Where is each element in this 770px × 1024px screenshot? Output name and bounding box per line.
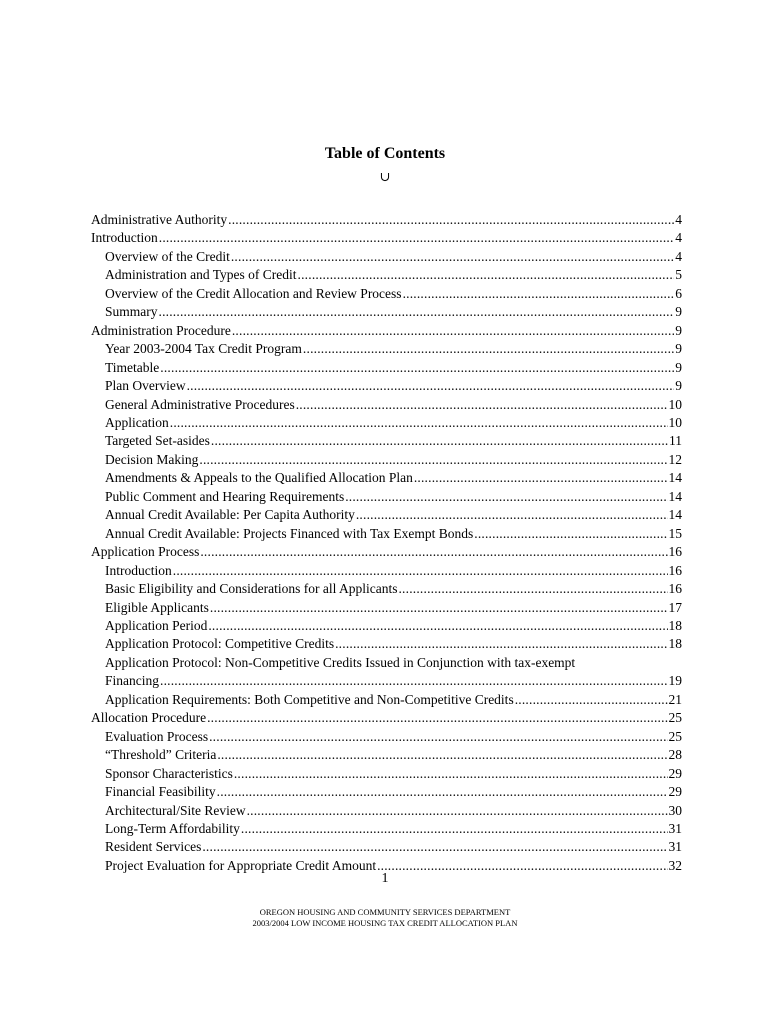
toc-entry-page: 16 [668, 562, 682, 578]
toc-subsection-entry[interactable] [91, 285, 682, 303]
toc-entry-label: Amendments & Appeals to the Qualified Allocation Plan [105, 470, 413, 486]
toc-entry-page: 14 [668, 488, 682, 504]
toc-entry-label: Year 2003-2004 Tax Credit Program [105, 341, 302, 357]
toc-entry-label: Resident Services [105, 839, 202, 855]
toc-subsection-entry[interactable] [91, 303, 682, 321]
toc-dot-leader [414, 469, 668, 487]
toc-dot-leader [187, 377, 675, 395]
toc-entry-label: Project Evaluation for Appropriate Credit Amount [105, 857, 377, 873]
toc-dot-leader [160, 672, 668, 690]
toc-dot-leader [231, 248, 674, 266]
toc-entry-label: Application Process [91, 544, 200, 560]
toc-entry-label: Overview of the Credit [105, 248, 230, 264]
footer-line-2: 2003/2004 LOW INCOME HOUSING TAX CREDIT ALLOCATION PLAN [252, 918, 518, 928]
toc-subsection-entry[interactable] [91, 765, 682, 783]
toc-subsection-entry[interactable] [91, 746, 682, 764]
toc-entry-page: 16 [668, 581, 682, 597]
toc-dot-leader [200, 543, 667, 561]
toc-entry-label: Evaluation Process [105, 728, 209, 744]
toc-dot-leader [398, 580, 667, 598]
toc-subsection-entry[interactable] [91, 838, 682, 856]
toc-entry-page: 11 [669, 433, 682, 449]
toc-dot-leader [160, 359, 674, 377]
toc-entry-label: Financing [105, 673, 159, 689]
page-title: Table of Contents [324, 145, 446, 162]
toc-entry-label: Introduction [91, 230, 158, 246]
toc-entry-label: Application Protocol: Non-Competitive Credits Issued in Conjunction with tax-exempt [105, 654, 576, 670]
toc-entry-page: 30 [668, 802, 682, 818]
toc-entry-page: 16 [668, 544, 682, 560]
toc-dot-leader [356, 506, 668, 524]
toc-entry-label: Timetable [105, 359, 160, 375]
toc-subsection-entry[interactable] [91, 820, 682, 838]
toc-entry-page: 29 [668, 765, 682, 781]
toc-entry-page: 12 [668, 451, 682, 467]
toc-subsection-entry[interactable] [91, 506, 682, 524]
toc-entry-page: 31 [668, 839, 682, 855]
toc-entry-page: 4 [675, 248, 682, 264]
toc-section-entry[interactable] [91, 322, 682, 340]
toc-entry-label: Application [105, 414, 169, 430]
toc-dot-leader [474, 525, 667, 543]
toc-section-entry[interactable] [91, 543, 682, 561]
toc-dot-leader [335, 635, 667, 653]
toc-subsection-entry[interactable] [91, 414, 682, 432]
toc-subsection-entry[interactable] [91, 654, 682, 672]
toc-entry-label: Decision Making [105, 451, 199, 467]
toc-entry-label: “Threshold” Criteria [105, 747, 217, 763]
toc-entry-page: 14 [668, 507, 682, 523]
toc-entry-page: 19 [668, 673, 682, 689]
toc-entry-page: 29 [668, 784, 682, 800]
toc-entry-label: Eligible Applicants [105, 599, 209, 615]
toc-subsection-entry[interactable] [91, 525, 682, 543]
toc-entry-page: 10 [668, 414, 682, 430]
toc-entry-label: Long-Term Affordability [105, 820, 240, 836]
toc-entry-label: Application Protocol: Competitive Credits [105, 636, 335, 652]
toc-dot-leader [159, 229, 675, 247]
toc-entry-page: 18 [668, 636, 682, 652]
footer-line-1: OREGON HOUSING AND COMMUNITY SERVICES DEPARTMENT [259, 907, 511, 917]
toc-entry-page: 31 [668, 820, 682, 836]
toc-entry-label: Application Period [105, 617, 208, 633]
toc-subsection-entry[interactable] [91, 451, 682, 469]
toc-entry-page: 14 [668, 470, 682, 486]
toc-entry-label: Plan Overview [105, 378, 186, 394]
toc-dot-leader [159, 303, 675, 321]
toc-dot-leader [207, 709, 667, 727]
toc-dot-leader [170, 414, 668, 432]
toc-section-entry[interactable] [91, 211, 682, 229]
toc-subsection-entry[interactable] [91, 783, 682, 801]
toc-subsection-entry[interactable] [91, 488, 682, 506]
toc-entry-label: Basic Eligibility and Considerations for all Applicants [105, 581, 398, 597]
toc-entry-page: 32 [668, 857, 682, 873]
toc-entry-label: Administration and Types of Credit [105, 267, 297, 283]
toc-entry-page: 17 [668, 599, 682, 615]
toc-entry-label: Annual Credit Available: Per Capita Authority [105, 507, 355, 523]
page-number: 1 [381, 871, 389, 886]
toc-dot-leader [345, 488, 667, 506]
toc-subsection-entry[interactable] [91, 377, 682, 395]
toc-entry-label: Administration Procedure [91, 322, 231, 338]
toc-dot-leader [403, 285, 675, 303]
toc-subsection-entry[interactable] [91, 672, 682, 690]
toc-dot-leader [296, 396, 668, 414]
toc-entry-page: 9 [675, 304, 682, 320]
toc-entry-label: Financial Feasibility [105, 784, 216, 800]
toc-dot-leader [173, 562, 668, 580]
toc-entry-page: 9 [675, 359, 682, 375]
toc-entry-page: 15 [668, 525, 682, 541]
toc-entry-label: Summary [105, 304, 158, 320]
toc-entry-page: 6 [675, 285, 682, 301]
toc-entry-page: 9 [675, 322, 682, 338]
toc-entry-page: 21 [668, 691, 682, 707]
toc-subsection-entry[interactable] [91, 728, 682, 746]
toc-entry-label: Application Requirements: Both Competitive and Non-Competitive Credits [105, 691, 514, 707]
toc-subsection-entry[interactable] [91, 432, 682, 450]
toc-entry-page: 9 [675, 341, 682, 357]
toc-subsection-entry[interactable] [91, 469, 682, 487]
toc-dot-leader [228, 211, 674, 229]
toc-subsection-entry[interactable] [91, 562, 682, 580]
toc-entry-label: General Administrative Procedures [105, 396, 295, 412]
toc-entry-label: Public Comment and Hearing Requirements [105, 488, 345, 504]
toc-dot-leader [515, 691, 668, 709]
toc-entry-label: Sponsor Characteristics [105, 765, 233, 781]
toc-dot-leader [232, 322, 674, 340]
table-of-contents [91, 211, 682, 875]
toc-subsection-entry[interactable] [91, 396, 682, 414]
toc-entry-label: Administrative Authority [91, 212, 228, 227]
toc-dot-leader [199, 451, 667, 469]
toc-dot-leader [217, 783, 668, 801]
toc-entry-page: 25 [668, 710, 682, 726]
toc-subsection-entry[interactable] [91, 248, 682, 266]
toc-entry-page: 9 [675, 378, 682, 394]
toc-subsection-entry[interactable] [91, 635, 682, 653]
toc-dot-leader [202, 838, 667, 856]
toc-subsection-entry[interactable] [91, 266, 682, 284]
toc-dot-leader [208, 617, 667, 635]
toc-entry-page: 28 [668, 747, 682, 763]
toc-dot-leader [210, 599, 668, 617]
toc-entry-page: 5 [675, 267, 682, 283]
toc-section-entry[interactable] [91, 229, 682, 247]
toc-dot-leader [241, 820, 668, 838]
toc-dot-leader [209, 728, 667, 746]
page-footer [0, 907, 770, 929]
toc-entry-page: 4 [675, 212, 682, 227]
toc-subsection-entry[interactable] [91, 359, 682, 377]
toc-section-entry[interactable] [91, 709, 682, 727]
toc-entry-label: Introduction [105, 562, 172, 578]
toc-dot-leader [247, 802, 668, 820]
toc-entry-label: Overview of the Credit Allocation and Review Process [105, 285, 402, 301]
toc-entry-label: Targeted Set-asides [105, 433, 210, 449]
toc-subsection-entry[interactable] [91, 340, 682, 358]
toc-subsection-entry[interactable] [91, 691, 682, 709]
toc-entry-label: Annual Credit Available: Projects Financed with Tax Exempt Bonds [105, 525, 474, 541]
toc-entry-label: Architectural/Site Review [105, 802, 246, 818]
toc-dot-leader [303, 340, 674, 358]
toc-subsection-entry[interactable] [91, 599, 682, 617]
toc-dot-leader [298, 266, 675, 284]
toc-entry-page: 25 [668, 728, 682, 744]
toc-dot-leader [217, 746, 667, 764]
toc-dot-leader [211, 432, 668, 450]
title-symbol: ∪ [379, 169, 391, 184]
toc-subsection-entry[interactable] [91, 617, 682, 635]
toc-entry-label: Allocation Procedure [91, 710, 207, 726]
toc-dot-leader [234, 765, 668, 783]
toc-entry-page: 4 [675, 230, 682, 246]
toc-entry-page: 10 [668, 396, 682, 412]
toc-subsection-entry[interactable] [91, 802, 682, 820]
toc-subsection-entry[interactable] [91, 580, 682, 598]
toc-entry-page: 18 [668, 617, 682, 633]
